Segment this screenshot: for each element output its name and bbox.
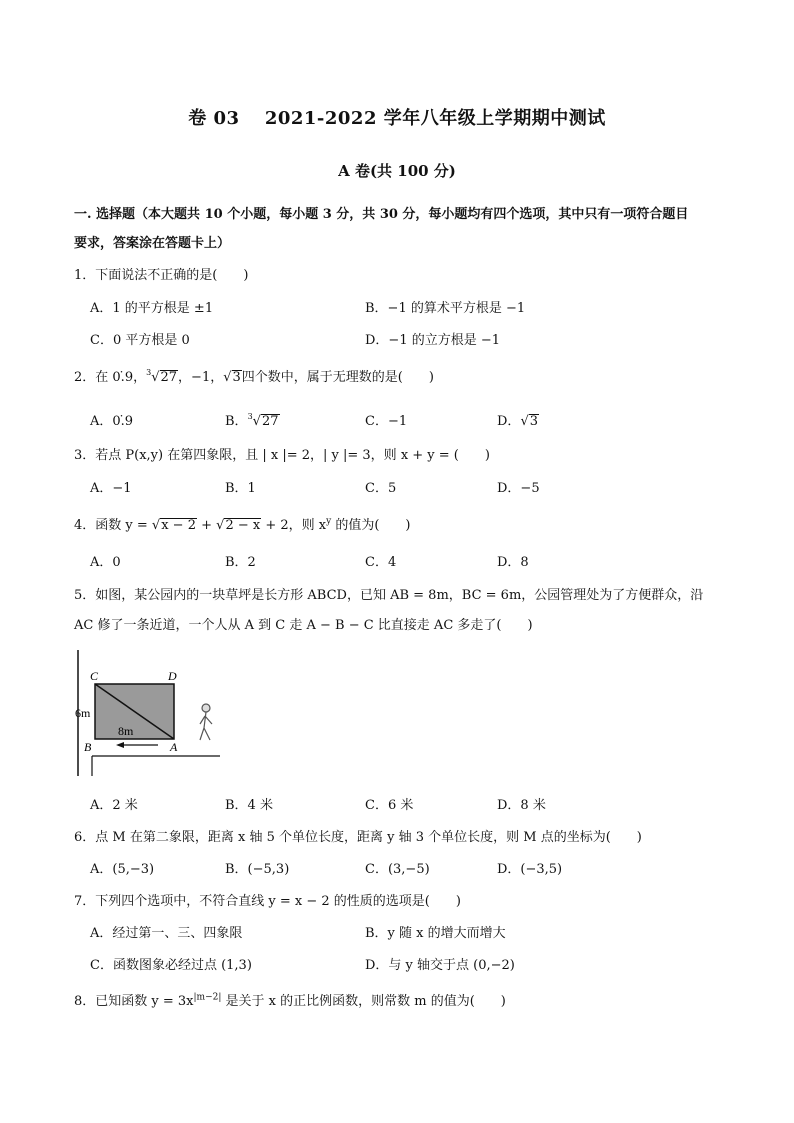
- question-3-option-c: C．5: [365, 481, 397, 496]
- q4-text-a: 4．函数 y =: [74, 518, 152, 533]
- section-heading-line2: 要求，答案涂在答题卡上）: [74, 236, 231, 251]
- section-heading-line1: 一. 选择题（本大题共 10 个小题，每小题 3 分，共 30 分，每小题均有四个选项，其中只有一项符合题目: [74, 207, 689, 222]
- q2-text-b: ，: [133, 370, 147, 385]
- q2-opt-d-text: D．: [497, 414, 521, 429]
- q4-radicand-1: x − 2: [161, 518, 196, 533]
- question-5-option-c: C．6 米: [365, 798, 414, 813]
- question-6-stem: 6．点 M 在第二象限，距离 x 轴 5 个单位长度，距离 y 轴 3 个单位长度，则 M 点的坐标为( ): [74, 830, 642, 845]
- q4-text-c: 的值为( ): [331, 518, 411, 533]
- question-2-option-a: [90, 410, 133, 429]
- question-6-option-b: B．(−5,3): [225, 862, 290, 877]
- fig-label-a: A: [170, 740, 178, 754]
- q8-text-a: 8．已知函数 y = 3x: [74, 994, 194, 1009]
- fig-label-bottom: 8m: [118, 724, 134, 738]
- question-4-option-a: A．0: [90, 555, 121, 570]
- fig-label-d: D: [168, 669, 177, 683]
- fig-label-side: 6m: [75, 706, 91, 720]
- page-title: 卷 03 2021-2022 学年八年级上学期期中测试: [188, 108, 606, 129]
- rectangle-park-figure: [70, 648, 240, 778]
- q2-opt-a-text: A．0.: [90, 414, 125, 429]
- question-2-stem: [74, 366, 434, 385]
- question-7-option-b: B．y 随 x 的增大而增大: [365, 926, 506, 941]
- q2-opt-b-radical: √: [252, 414, 261, 429]
- question-4-option-b: B．2: [225, 555, 256, 570]
- q8-text-b: 是关于 x 的正比例函数，则常数 m 的值为( ): [221, 994, 506, 1009]
- q4-text-b: + 2，则 x: [261, 518, 327, 533]
- q4-radical-2: √: [216, 518, 225, 533]
- question-1-stem: 1．下面说法不正确的是( ): [74, 268, 249, 283]
- q2-opt-b-radicand: 27: [261, 414, 279, 429]
- question-7-stem: 7．下列四个选项中，不符合直线 y = x − 2 的性质的选项是( ): [74, 894, 461, 909]
- q2-opt-d-radical: √: [520, 414, 529, 429]
- question-7-option-d: D．与 y 轴交于点 (0,−2): [365, 958, 515, 973]
- question-2-option-c: C．−1: [365, 414, 408, 429]
- q2-opt-b-text: B．: [225, 414, 248, 429]
- question-7-option-a: A．经过第一、三、四象限: [90, 926, 243, 941]
- question-8-stem: [74, 990, 506, 1009]
- question-5-option-b: B．4 米: [225, 798, 273, 813]
- page-subtitle: A 卷(共 100 分): [338, 162, 456, 180]
- question-4-option-c: C．4: [365, 555, 397, 570]
- q2-text-d: 四个数中，属于无理数的是( ): [241, 370, 434, 385]
- question-6-option-d: D．(−3,5): [497, 862, 563, 877]
- q2-opt-d-radicand: 3: [529, 414, 539, 429]
- q2-cube-radicand: 27: [160, 370, 178, 385]
- q4-radical-1: √: [151, 518, 161, 533]
- question-5-option-a: A．2 米: [90, 798, 138, 813]
- q2-radical-sign: √: [151, 370, 160, 385]
- q2-text-c: ，−1，: [178, 370, 224, 385]
- question-4-option-d: D．8: [497, 555, 529, 570]
- question-1-option-d: D．−1 的立方根是 −1: [365, 333, 501, 348]
- question-5-line1: 5．如图，某公园内的一块草坪是长方形 ABCD，已知 AB = 8m，BC = 6m，公园管理处为了方便群众，沿: [74, 588, 704, 603]
- fig-label-b: B: [84, 740, 92, 754]
- q2-repeat-digit: ̇9: [124, 370, 134, 385]
- q2-sqrt-sign: √: [223, 370, 232, 385]
- walking-person-icon: [200, 704, 212, 740]
- question-3-option-d: D．−5: [497, 481, 540, 496]
- question-7-option-c: C．函数图象必经过点 (1,3): [90, 958, 252, 973]
- question-2-option-b: [225, 410, 280, 429]
- question-6-option-a: A．(5,−3): [90, 862, 155, 877]
- fig-label-c: C: [90, 669, 99, 683]
- q2-text-a: 2．在 0.: [74, 370, 125, 385]
- question-3-stem: 3．若点 P(x,y) 在第四象限，且 | x |= 2，| y |= 3，则 x + y = ( ): [74, 448, 490, 463]
- question-5-line2: AC 修了一条近道，一个人从 A 到 C 走 A − B − C 比直接走 AC 多走了( ): [74, 618, 533, 633]
- question-5-option-d: D．8 米: [497, 798, 546, 813]
- q2-opt-a-digit: ̇9: [124, 414, 134, 429]
- question-3-option-a: A．−1: [90, 481, 132, 496]
- q4-plus: +: [196, 518, 217, 533]
- q2-cube-root-index: 3: [146, 368, 152, 377]
- q4-radicand-2: 2 − x: [225, 518, 261, 533]
- q2-sqrt-radicand: 3: [232, 370, 241, 385]
- question-3-option-b: B．1: [225, 481, 256, 496]
- q8-exponent: |m−2|: [193, 992, 222, 1003]
- question-1-option-b: B．−1 的算术平方根是 −1: [365, 301, 526, 316]
- question-1-option-c: C．0 平方根是 0: [90, 333, 190, 348]
- q2-opt-b-index: 3: [247, 412, 253, 421]
- question-1-option-a: A．1 的平方根是 ±1: [90, 301, 214, 316]
- fig-arrow-head: [116, 742, 124, 748]
- question-4-stem: [74, 514, 410, 533]
- q4-exponent: y: [326, 516, 332, 527]
- question-2-option-d: [497, 410, 539, 429]
- question-6-option-c: C．(3,−5): [365, 862, 430, 877]
